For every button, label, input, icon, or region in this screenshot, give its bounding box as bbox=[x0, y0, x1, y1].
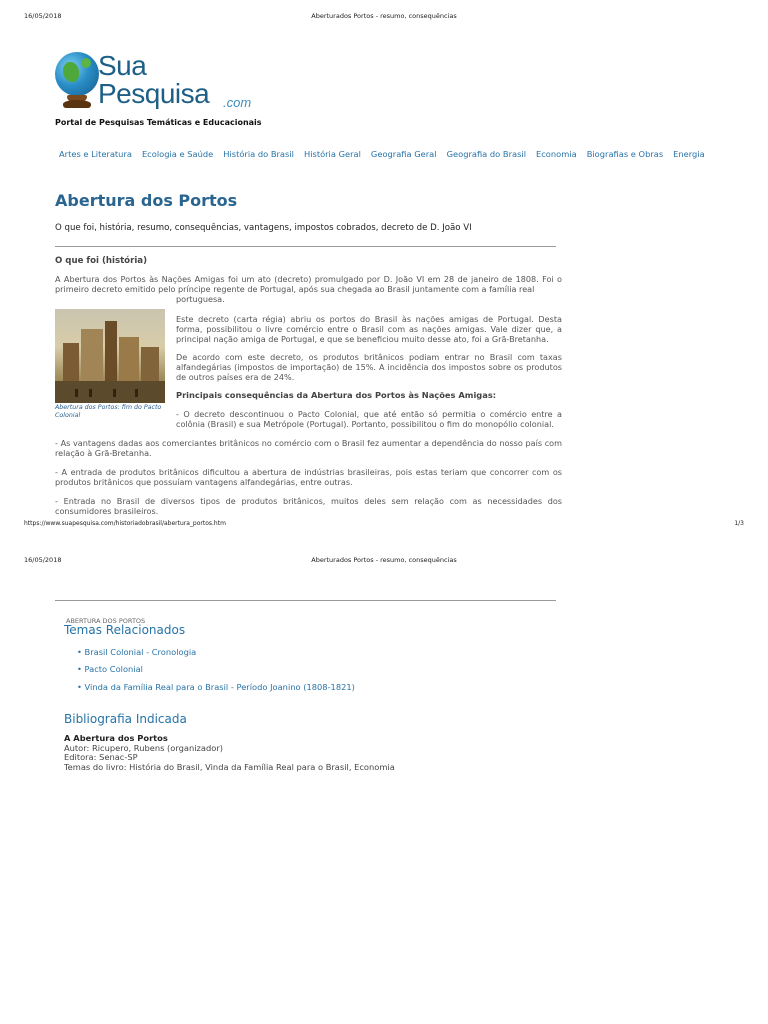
page-subtitle: O que foi, história, resumo, consequências, vantagens, impostos cobrados, decreto de D. João VI bbox=[55, 223, 472, 233]
intro-paragraph: A Abertura dos Portos às Nações Amigas foi um ato (decreto) promulgado por D. João VI em 28 de janeiro de 1808. Foi o primeiro decreto emitido pelo príncipe regente de Portugal, após sua chegada ao Brasil juntamente com a família real bbox=[55, 274, 562, 294]
nav-link-ecologia[interactable]: Ecologia e Saúde bbox=[141, 149, 214, 159]
nav-link-historia-geral[interactable]: História Geral bbox=[303, 149, 361, 159]
intro-paragraph-tail: portuguesa. bbox=[176, 294, 225, 304]
nav-link-geografia-geral[interactable]: Geografia Geral bbox=[370, 149, 437, 159]
page-title: Abertura dos Portos bbox=[55, 191, 238, 210]
consequences-heading: Principais consequências da Abertura dos Portos às Nações Amigas: bbox=[176, 390, 497, 400]
main-nav bbox=[59, 149, 715, 161]
page-number: 1/3 bbox=[734, 520, 744, 527]
site-tagline: Portal de Pesquisas Temáticas e Educacionais bbox=[55, 118, 262, 127]
print-doc-title: Aberturados Portos - resumo, consequências bbox=[311, 12, 457, 20]
bibliography-heading: Bibliografia Indicada bbox=[64, 712, 187, 726]
bibliography-entry bbox=[64, 734, 395, 772]
paragraph-taxes: De acordo com este decreto, os produtos britânicos podiam entrar no Brasil com taxas alfandegárias (impostos de importação) de 15%. A incidência dos impostos sobre os produtos de outros países era de 24%. bbox=[176, 352, 562, 382]
related-heading: Temas Relacionados bbox=[64, 623, 186, 637]
nav-link-biografias[interactable]: Biografias e Obras bbox=[586, 149, 664, 159]
consequence-item: - O decreto descontinuou o Pacto Colonial, que até então só permitia o comércio entre a colônia (Brasil) e sua Metrópole (Portugal). Portanto, possibilitou o fim do monopólio colonial. bbox=[176, 409, 562, 429]
related-small-label: ABERTURA DOS PORTOS bbox=[66, 617, 146, 625]
related-link-familia-real[interactable]: • Vinda da Família Real para o Brasil - Período Joanino (1808-1821) bbox=[77, 681, 355, 692]
logo-text-sua: Sua bbox=[98, 50, 147, 81]
nav-link-geografia-brasil[interactable]: Geografia do Brasil bbox=[446, 149, 526, 159]
print-footer bbox=[0, 520, 768, 532]
print-url: https://www.suapesquisa.com/historiadobrasil/abertura_portos.htm bbox=[24, 520, 226, 527]
logo-text-domain: .com bbox=[223, 95, 252, 110]
section-heading: O que foi (história) bbox=[55, 256, 147, 266]
print-date: 16/05/2018 bbox=[24, 12, 62, 20]
book-author: Autor: Ricupero, Rubens (organizador) bbox=[64, 742, 223, 753]
print-date: 16/05/2018 bbox=[24, 556, 62, 564]
book-title: A Abertura dos Portos bbox=[64, 733, 168, 743]
consequence-item: - As vantagens dadas aos comerciantes britânicos no comércio com o Brasil fez aumentar a dependência do nosso país com relação à Grã-Bretanha. bbox=[55, 438, 562, 458]
divider bbox=[55, 246, 556, 247]
nav-link-historia-brasil[interactable]: História do Brasil bbox=[223, 149, 294, 159]
nav-link-energia[interactable]: Energia bbox=[673, 149, 705, 159]
divider bbox=[55, 600, 556, 601]
related-link-brasil-colonial[interactable]: • Brasil Colonial - Cronologia bbox=[77, 647, 197, 657]
nav-link-artes[interactable]: Artes e Literatura bbox=[59, 149, 132, 159]
image-caption: Abertura dos Portos: fim do Pacto Colonial bbox=[55, 404, 162, 419]
book-publisher: Editora: Senac-SP bbox=[64, 752, 138, 763]
globe-icon bbox=[55, 52, 99, 96]
article-image bbox=[55, 309, 165, 403]
consequence-item: - Entrada no Brasil de diversos tipos de produtos britânicos, muitos deles sem relação com as necessidades dos consumidores brasileiros. bbox=[55, 496, 562, 516]
related-list bbox=[77, 647, 355, 699]
print-doc-title: Aberturados Portos - resumo, consequências bbox=[311, 556, 457, 564]
print-header bbox=[0, 12, 768, 26]
paragraph-decree: Este decreto (carta régia) abriu os portos do Brasil às nações amigas de Portugal. Desta forma, possibilitou o livre comércio entre o Brasil com as nações amigas. Vale dizer que, a principal nação amiga de Portugal, e que se beneficiou muito desse ato, foi a Grã-Bretanha. bbox=[176, 314, 562, 344]
logo-text-pesquisa: Pesquisa bbox=[98, 78, 210, 109]
related-link-pacto-colonial[interactable]: • Pacto Colonial bbox=[77, 664, 143, 675]
book-topics: Temas do livro: História do Brasil, Vinda da Família Real para o Brasil, Economia bbox=[64, 761, 395, 772]
consequence-item: - A entrada de produtos britânicos dificultou a abertura de indústrias brasileiras, pois estas teriam que concorrer com os produtos britânicos que possuíam vantagens alfandegárias, entre outras. bbox=[55, 467, 562, 487]
nav-link-economia[interactable]: Economia bbox=[536, 149, 577, 159]
site-logo[interactable] bbox=[55, 50, 255, 116]
print-header-page-2 bbox=[0, 556, 768, 570]
